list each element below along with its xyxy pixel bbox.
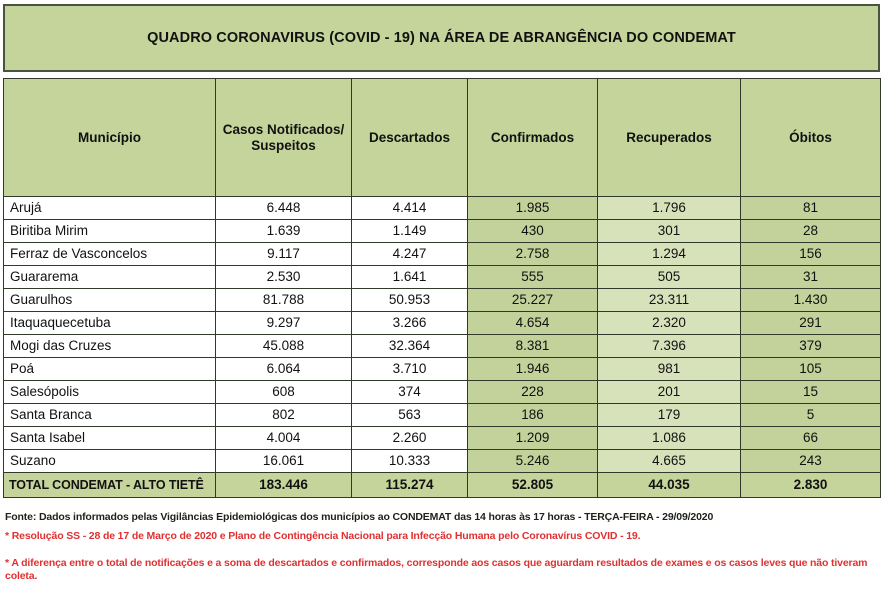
covid-data-table [3, 78, 881, 498]
cell-notificados: 9.117 [216, 243, 352, 266]
cell-descartados: 4.414 [352, 197, 468, 220]
footnote-spacer [5, 549, 880, 557]
cell-recuperados: 981 [598, 358, 741, 381]
cell-notificados: 16.061 [216, 450, 352, 473]
cell-confirmados: 8.381 [468, 335, 598, 358]
cell-descartados: 50.953 [352, 289, 468, 312]
cell-municipio: Guarulhos [4, 289, 216, 312]
cell-obitos: 379 [741, 335, 881, 358]
total-recuperados: 44.035 [598, 473, 741, 498]
cell-descartados: 2.260 [352, 427, 468, 450]
column-header-obitos: Óbitos [741, 79, 881, 197]
cell-confirmados: 430 [468, 220, 598, 243]
cell-notificados: 81.788 [216, 289, 352, 312]
total-confirmados: 52.805 [468, 473, 598, 498]
cell-municipio: Biritiba Mirim [4, 220, 216, 243]
cell-confirmados: 1.209 [468, 427, 598, 450]
cell-municipio: Salesópolis [4, 381, 216, 404]
cell-confirmados: 25.227 [468, 289, 598, 312]
table-row [4, 381, 881, 404]
table-row [4, 450, 881, 473]
table-footer [4, 473, 881, 498]
cell-recuperados: 201 [598, 381, 741, 404]
table-row [4, 266, 881, 289]
cell-descartados: 3.266 [352, 312, 468, 335]
header-line-1: Casos Notificados/ [222, 121, 345, 137]
cell-recuperados: 505 [598, 266, 741, 289]
cell-recuperados: 1.086 [598, 427, 741, 450]
cell-recuperados: 23.311 [598, 289, 741, 312]
column-header-casos-notificados [216, 79, 352, 197]
cell-notificados: 4.004 [216, 427, 352, 450]
cell-municipio: Santa Branca [4, 404, 216, 427]
cell-municipio: Santa Isabel [4, 427, 216, 450]
cell-obitos: 291 [741, 312, 881, 335]
footnotes [5, 511, 880, 590]
total-label: TOTAL CONDEMAT - ALTO TIETÊ [4, 473, 216, 498]
total-descartados: 115.274 [352, 473, 468, 498]
cell-notificados: 1.639 [216, 220, 352, 243]
cell-descartados: 3.710 [352, 358, 468, 381]
cell-descartados: 1.641 [352, 266, 468, 289]
cell-obitos: 15 [741, 381, 881, 404]
page-title: QUADRO CORONAVIRUS (COVID - 19) NA ÁREA DE ABRANGÊNCIA DO CONDEMAT [147, 30, 736, 46]
cell-notificados: 802 [216, 404, 352, 427]
cell-confirmados: 2.758 [468, 243, 598, 266]
cell-notificados: 2.530 [216, 266, 352, 289]
column-header-confirmados: Confirmados [468, 79, 598, 197]
cell-municipio: Ferraz de Vasconcelos [4, 243, 216, 266]
table-row [4, 312, 881, 335]
cell-notificados: 6.448 [216, 197, 352, 220]
cell-descartados: 32.364 [352, 335, 468, 358]
footnote-source: Fonte: Dados informados pelas Vigilâncias Epidemiológicas dos municípios ao CONDEMAT das 14 horas às 17 horas - TERÇA-FEIRA - 29/09/2020 [5, 511, 714, 523]
cell-obitos: 66 [741, 427, 881, 450]
cell-municipio: Arujá [4, 197, 216, 220]
table-row [4, 243, 881, 266]
cell-descartados: 10.333 [352, 450, 468, 473]
title-banner [3, 4, 880, 72]
table-row [4, 427, 881, 450]
cell-confirmados: 1.946 [468, 358, 598, 381]
cell-confirmados: 555 [468, 266, 598, 289]
cell-notificados: 45.088 [216, 335, 352, 358]
total-notificados: 183.446 [216, 473, 352, 498]
table-row [4, 289, 881, 312]
cell-recuperados: 179 [598, 404, 741, 427]
cell-obitos: 31 [741, 266, 881, 289]
cell-descartados: 374 [352, 381, 468, 404]
total-row [4, 473, 881, 498]
cell-obitos: 81 [741, 197, 881, 220]
cell-municipio: Guararema [4, 266, 216, 289]
cell-obitos: 5 [741, 404, 881, 427]
table-header [4, 79, 881, 197]
column-header-municipio: Município [4, 79, 216, 197]
cell-recuperados: 4.665 [598, 450, 741, 473]
cell-obitos: 156 [741, 243, 881, 266]
header-line-2: Suspeitos [251, 137, 316, 153]
cell-obitos: 105 [741, 358, 881, 381]
cell-descartados: 563 [352, 404, 468, 427]
column-header-recuperados: Recuperados [598, 79, 741, 197]
table-row [4, 335, 881, 358]
header-row [4, 79, 881, 197]
cell-recuperados: 1.294 [598, 243, 741, 266]
table-row [4, 358, 881, 381]
cell-notificados: 9.297 [216, 312, 352, 335]
footnote-difference: * A diferença entre o total de notificações e a soma de descartados e confirmados, corresponde aos casos que aguardam resultados de exames e os casos leves que não tiveram coleta. [5, 557, 868, 583]
cell-municipio: Poá [4, 358, 216, 381]
footnote-resolution: * Resolução SS - 28 de 17 de Março de 2020 e Plano de Contingência Nacional para Infecção Humana pelo Coronavírus COVID - 19. [5, 530, 641, 543]
cell-obitos: 1.430 [741, 289, 881, 312]
total-obitos: 2.830 [741, 473, 881, 498]
cell-confirmados: 186 [468, 404, 598, 427]
column-header-descartados: Descartados [352, 79, 468, 197]
cell-municipio: Mogi das Cruzes [4, 335, 216, 358]
cell-descartados: 4.247 [352, 243, 468, 266]
cell-recuperados: 1.796 [598, 197, 741, 220]
cell-confirmados: 228 [468, 381, 598, 404]
cell-municipio: Suzano [4, 450, 216, 473]
cell-notificados: 608 [216, 381, 352, 404]
cell-descartados: 1.149 [352, 220, 468, 243]
cell-recuperados: 7.396 [598, 335, 741, 358]
table-row [4, 197, 881, 220]
cell-confirmados: 5.246 [468, 450, 598, 473]
cell-notificados: 6.064 [216, 358, 352, 381]
cell-confirmados: 4.654 [468, 312, 598, 335]
cell-obitos: 28 [741, 220, 881, 243]
table-body [4, 197, 881, 473]
cell-obitos: 243 [741, 450, 881, 473]
cell-municipio: Itaquaquecetuba [4, 312, 216, 335]
cell-recuperados: 301 [598, 220, 741, 243]
table-row [4, 404, 881, 427]
cell-confirmados: 1.985 [468, 197, 598, 220]
cell-recuperados: 2.320 [598, 312, 741, 335]
table-row [4, 220, 881, 243]
